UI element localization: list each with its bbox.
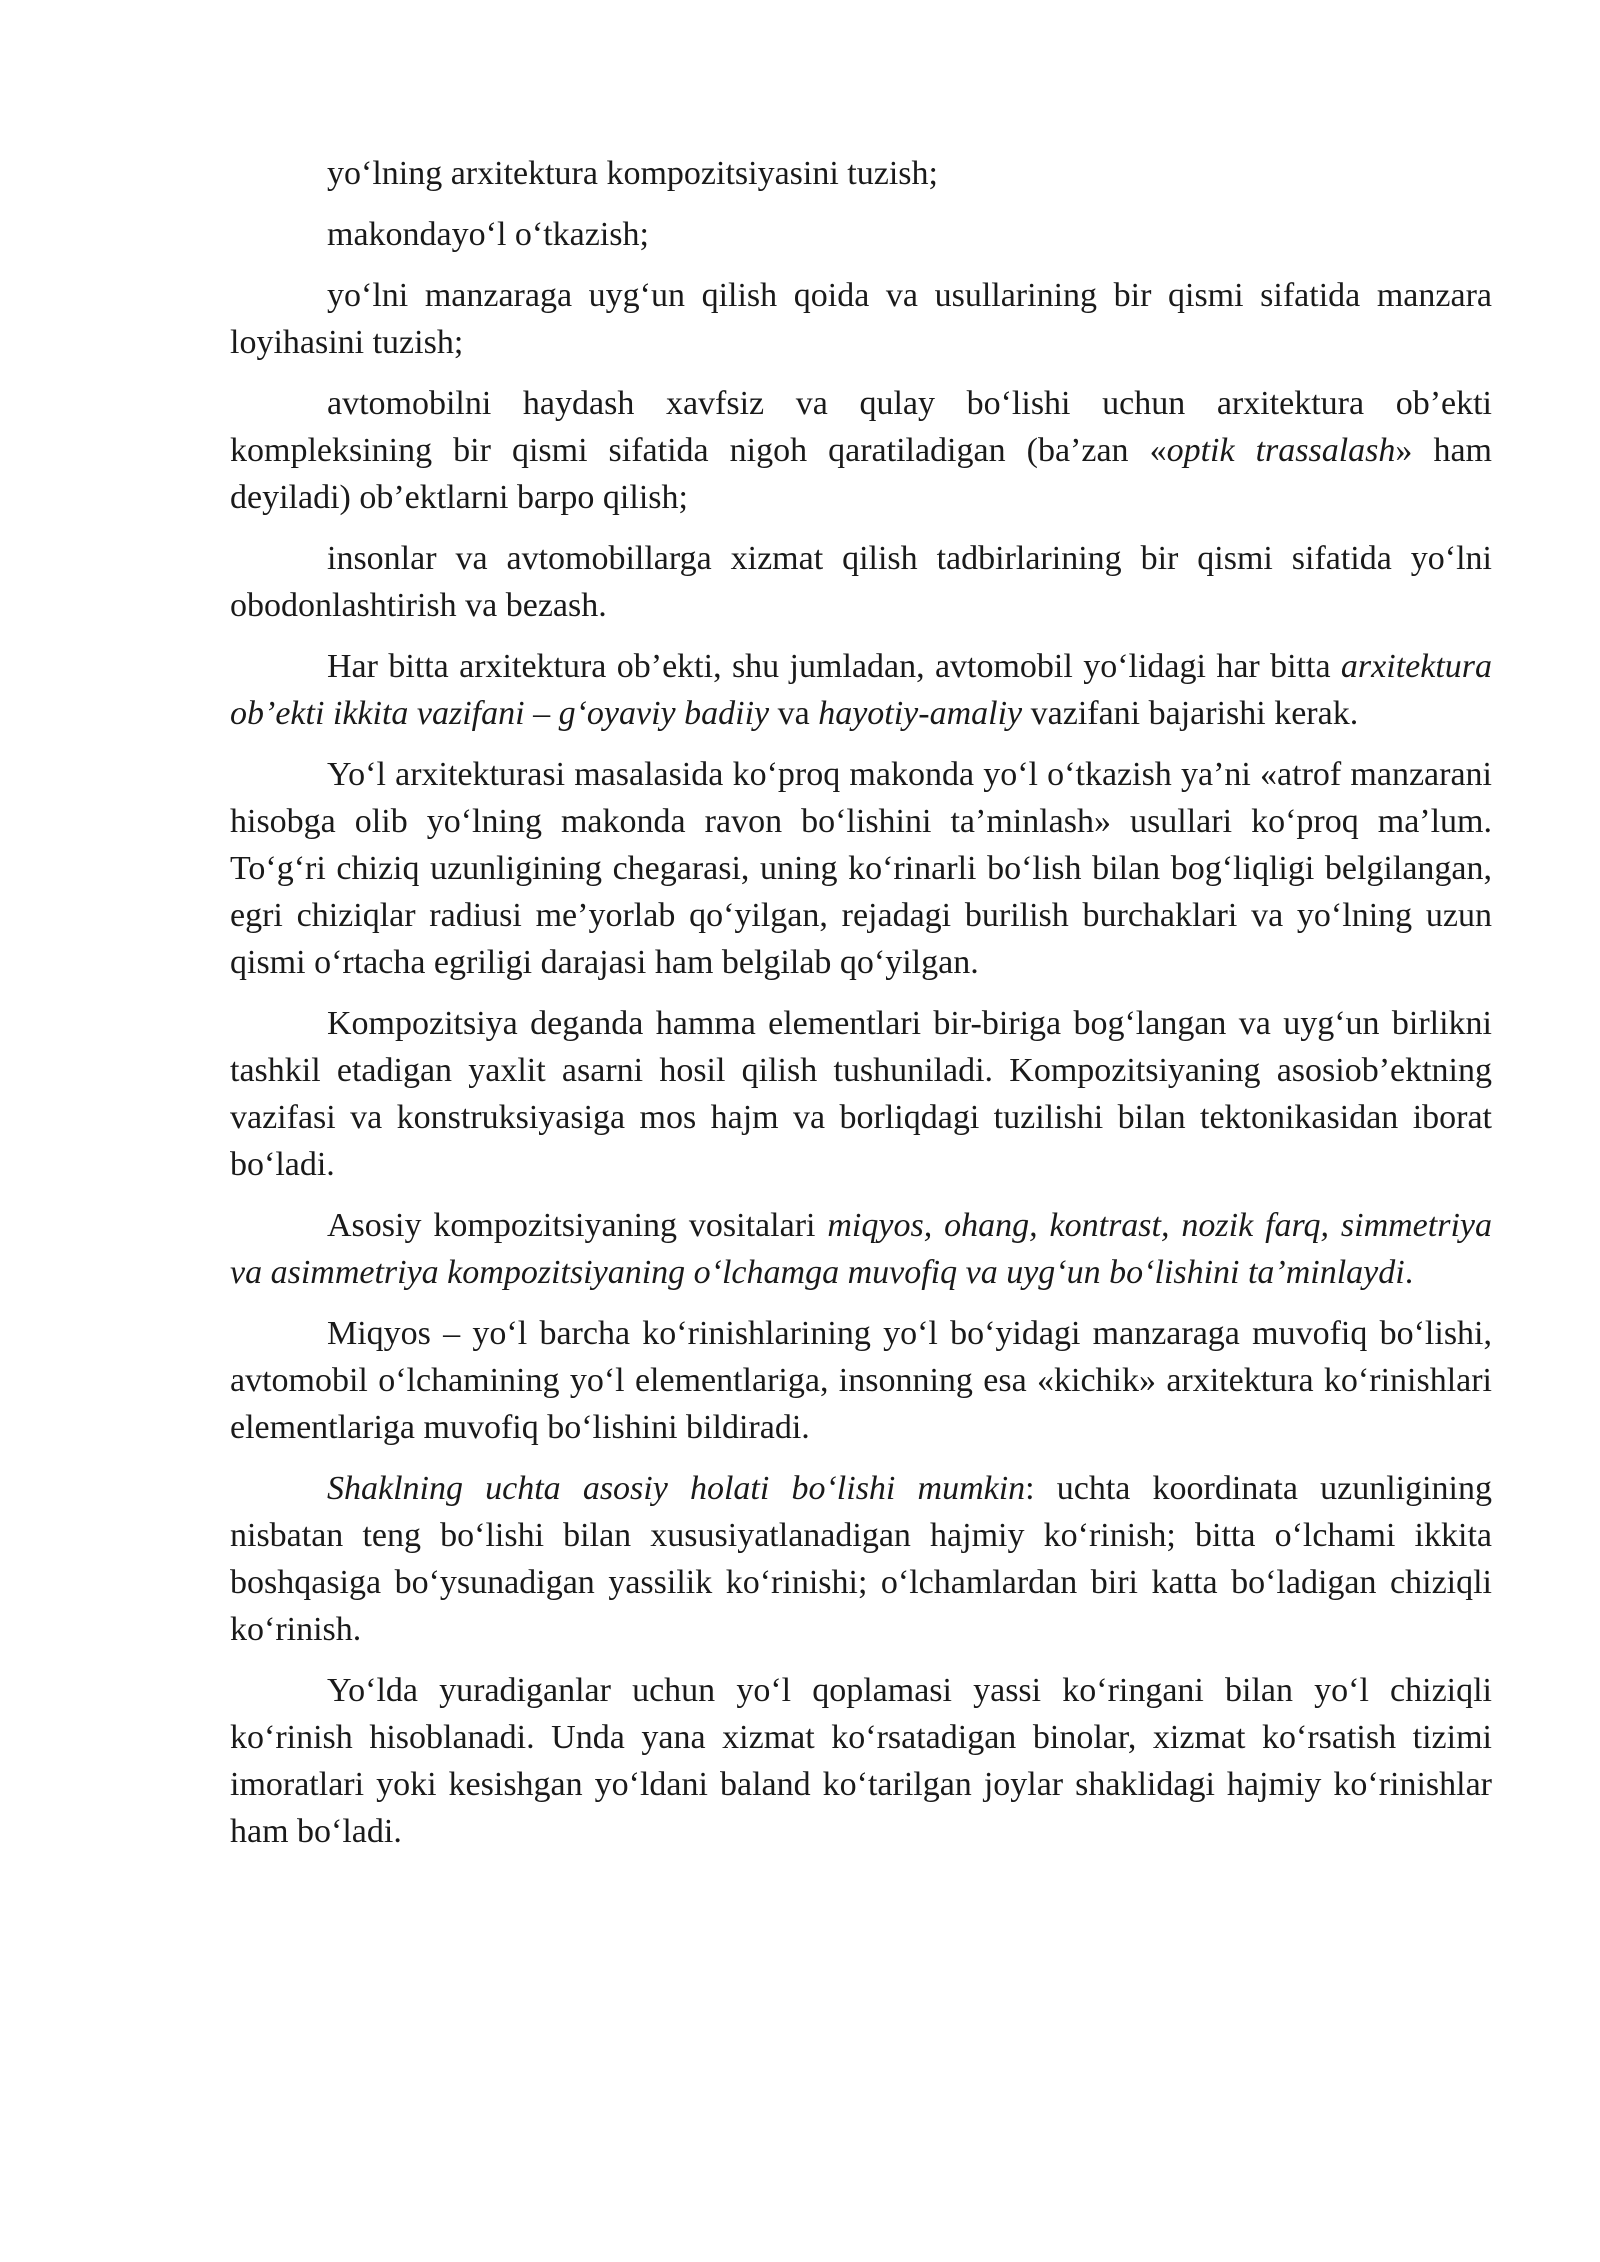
- paragraph-text: Har bitta arxitektura ob’ekti, shu jumladan, avtomobil yo‘lidagi har bitta: [327, 648, 1341, 685]
- paragraph-6: [230, 643, 1492, 737]
- paragraph-text: makondayo‘l o‘tkazish;: [327, 216, 649, 253]
- italic-term: arxitektura ob’ekti ikkita vazifani – g‘oyaviy badiiy: [230, 648, 1492, 732]
- italic-term: miqyos, ohang, kontrast, nozik farq, simmetriya va asimmetriya kompozitsiyaning o‘lchamga muvofiq va uyg‘un bo‘lishini ta’minlaydi: [230, 1207, 1492, 1291]
- paragraph-text: .: [1404, 1254, 1414, 1291]
- paragraph-text: Yo‘l arxitekturasi masalasida ko‘proq makonda yo‘l o‘tkazish ya’ni «atrof manzarani hisobga olib yo‘lning makonda ravon bo‘lishini ta’minlash» usullari ko‘proq ma’lum. To‘g‘ri chiziq uzunligining chegarasi, uning ko‘rinarli bo‘lish bilan bog‘liqligi belgilangan, egri chiziqlar radiusi me’yorlab qo‘yilgan, rejadagi burilish burchaklari va yo‘lning uzun qismi o‘rtacha egriligi darajasi ham belgilab qo‘yilgan.: [230, 756, 1492, 981]
- document-page: [230, 150, 1492, 1869]
- paragraph-text: Kompozitsiya deganda hamma elementlari bir-biriga bog‘langan va uyg‘un birlikni tashkil etadigan yaxlit asarni hosil qilish tushuniladi. Kompozitsiyaning asosiob’ektning vazifasi va konstruksiyasiga mos hajm va borliqdagi tuzilishi bilan tektonikasidan iborat bo‘ladi.: [230, 1005, 1492, 1183]
- paragraph-4: [230, 380, 1492, 521]
- paragraph-text: vazifani bajarishi kerak.: [1022, 695, 1359, 732]
- italic-term: Shaklning uchta asosiy holati bo‘lishi mumkin: [327, 1470, 1026, 1507]
- paragraph-text: Miqyos – yo‘l barcha ko‘rinishlarining yo‘l bo‘yidagi manzaraga muvofiq bo‘lishi, avtomobil o‘lchamining yo‘l elementlariga, insonning esa «kichik» arxitektura ko‘rinishlari elementlariga muvofiq bo‘lishini bildiradi.: [230, 1315, 1492, 1446]
- paragraph-text: Yo‘lda yuradiganlar uchun yo‘l qoplamasi yassi ko‘ringani bilan yo‘l chiziqli ko‘rinish hisoblanadi. Unda yana xizmat ko‘rsatadigan binolar, xizmat ko‘rsatish tizimi imoratlari yoki kesishgan yo‘ldani baland ko‘tarilgan joylar shaklidagi hajmiy ko‘rinishlar ham bo‘ladi.: [230, 1672, 1492, 1850]
- italic-term: hayotiy-amaliy: [818, 695, 1023, 732]
- paragraph-text: va: [769, 695, 819, 732]
- paragraph-text: : uchta koordinata uzunligining nisbatan teng bo‘lishi bilan xususiyatlanadigan hajmiy ko‘rinish; bitta o‘lchami ikkita boshqasiga bo‘ysunadigan yassilik ko‘rinishi; o‘lchamlardan biri katta bo‘ladigan chiziqli ko‘rinish.: [230, 1470, 1492, 1648]
- paragraph-text: yo‘lning arxitektura kompozitsiyasini tuzish;: [327, 155, 938, 192]
- paragraph-8: [230, 1000, 1492, 1188]
- paragraph-text: yo‘lni manzaraga uyg‘un qilish qoida va usullarining bir qismi sifatida manzara loyihasini tuzish;: [230, 277, 1492, 361]
- paragraph-text: avtomobilni haydash xavfsiz va qulay bo‘lishi uchun arxitektura ob’ekti kompleksining bir qismi sifatida nigoh qaratiladigan (ba’zan «: [230, 385, 1492, 469]
- paragraph-text: insonlar va avtomobillarga xizmat qilish tadbirlarining bir qismi sifatida yo‘lni obodonlashtirish va bezash.: [230, 540, 1492, 624]
- paragraph-2: [230, 211, 1492, 258]
- paragraph-10: [230, 1310, 1492, 1451]
- paragraph-9: [230, 1202, 1492, 1296]
- paragraph-11: [230, 1465, 1492, 1653]
- paragraph-text: Asosiy kompozitsiyaning vositalari: [327, 1207, 828, 1244]
- paragraph-5: [230, 535, 1492, 629]
- italic-term: optik trassalash: [1166, 432, 1396, 469]
- paragraph-1: [230, 150, 1492, 197]
- paragraph-3: [230, 272, 1492, 366]
- paragraph-12: [230, 1667, 1492, 1855]
- paragraph-text: » ham deyiladi) ob’ektlarni barpo qilish;: [230, 432, 1492, 516]
- paragraph-7: [230, 751, 1492, 986]
